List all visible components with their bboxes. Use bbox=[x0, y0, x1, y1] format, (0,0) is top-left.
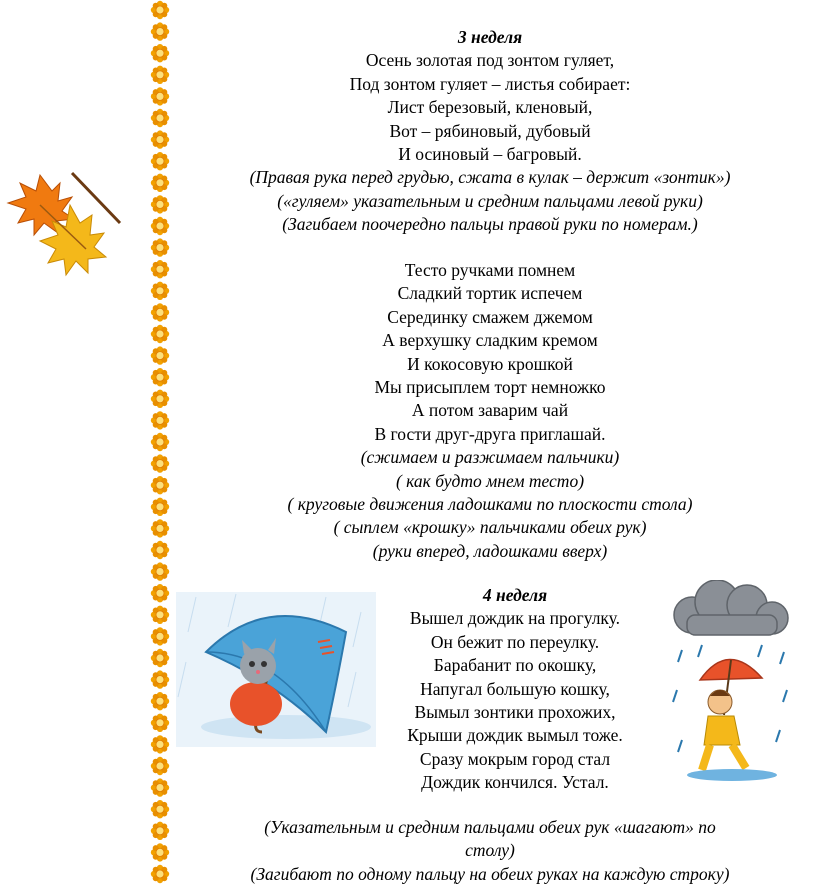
flower-icon bbox=[151, 649, 169, 667]
week3-poem2-block bbox=[170, 259, 810, 563]
instruction-line: столу) bbox=[465, 840, 515, 861]
flower-icon bbox=[151, 238, 169, 256]
cat-umbrella-illustration bbox=[176, 592, 376, 747]
instruction-line: («гуляем» указательным и средним пальцами левой руки) bbox=[277, 190, 703, 211]
flower-border bbox=[150, 0, 170, 886]
boy-umbrella-rain-illustration bbox=[662, 580, 802, 785]
poem-line: Он бежит по переулку. bbox=[430, 631, 600, 652]
poem-line: А потом заварим чай bbox=[411, 400, 569, 421]
poem-line: Дождик кончился. Устал. bbox=[421, 772, 609, 793]
flower-icon bbox=[151, 584, 169, 602]
flower-icon bbox=[151, 22, 169, 40]
flower-icon bbox=[151, 606, 169, 624]
flower-icon bbox=[151, 627, 169, 645]
poem-line: Серединку смажем джемом bbox=[387, 306, 593, 327]
flower-icon bbox=[151, 670, 169, 688]
flower-icon bbox=[151, 282, 169, 300]
instruction-line: (Загибают по одному пальцу на обеих руках на каждую строку) bbox=[250, 863, 730, 884]
flower-icon bbox=[151, 822, 169, 840]
flower-icon bbox=[151, 498, 169, 516]
week3-heading: 3 неделя bbox=[457, 27, 523, 47]
instruction-line: ( как будто мнем тесто) bbox=[395, 470, 585, 491]
flower-icon bbox=[151, 174, 169, 192]
autumn-leaves-icon bbox=[0, 165, 125, 285]
poem-line: Барабанит по окошку, bbox=[433, 655, 597, 676]
flower-icon bbox=[151, 735, 169, 753]
flower-icon bbox=[151, 368, 169, 386]
flower-icon bbox=[151, 562, 169, 580]
flower-icon bbox=[151, 66, 169, 84]
week3-block bbox=[170, 26, 810, 237]
poem-line: Крыши дождик вымыл тоже. bbox=[407, 725, 623, 746]
poem-line: Напугал большую кошку, bbox=[420, 678, 610, 699]
flower-icon bbox=[151, 260, 169, 278]
poem-line: Осень золотая под зонтом гуляет, bbox=[365, 50, 615, 71]
poem-line: И кокосовую крошкой bbox=[407, 353, 573, 374]
poem-line: Вот – рябиновый, дубовый bbox=[389, 120, 591, 141]
poem-line: Сладкий тортик испечем bbox=[397, 283, 583, 304]
flower-icon bbox=[151, 843, 169, 861]
flower-icon bbox=[151, 454, 169, 472]
flower-icon bbox=[151, 390, 169, 408]
flower-icon bbox=[151, 433, 169, 451]
poem-line: Под зонтом гуляет – листья собирает: bbox=[349, 73, 631, 94]
flower-icon bbox=[151, 87, 169, 105]
flower-icon bbox=[151, 152, 169, 170]
week4-block bbox=[350, 584, 680, 795]
flower-icon bbox=[151, 541, 169, 559]
instruction-line: ( круговые движения ладошками по плоскости стола) bbox=[287, 494, 693, 515]
week4-heading: 4 неделя bbox=[482, 585, 548, 605]
instruction-line: (руки вперед, ладошками вверх) bbox=[372, 540, 608, 561]
poem-line: Мы присыплем торт немножко bbox=[374, 377, 606, 398]
flower-icon bbox=[151, 778, 169, 796]
flower-icon bbox=[151, 714, 169, 732]
poem-line: А верхушку сладким кремом bbox=[382, 330, 598, 351]
flower-icon bbox=[151, 865, 169, 883]
instruction-line: (сжимаем и разжимаем пальчики) bbox=[360, 447, 620, 468]
flower-icon bbox=[151, 130, 169, 148]
flower-icon bbox=[151, 109, 169, 127]
flower-icon bbox=[151, 476, 169, 494]
flower-icon bbox=[151, 800, 169, 818]
poem-line: В гости друг-друга приглашай. bbox=[374, 423, 606, 444]
flower-icon bbox=[151, 195, 169, 213]
flower-icon bbox=[151, 1, 169, 19]
poem-line: Лист березовый, кленовый, bbox=[387, 97, 593, 118]
week4-instructions-block bbox=[170, 816, 810, 886]
instruction-line: (Указательным и средним пальцами обеих рук «шагают» по bbox=[264, 817, 716, 837]
flower-icon bbox=[151, 217, 169, 235]
flower-icon bbox=[151, 757, 169, 775]
poem-line: Вымыл зонтики прохожих, bbox=[414, 702, 616, 723]
instruction-line: ( сыплем «крошку» пальчиками обеих рук) bbox=[333, 517, 647, 538]
flower-icon bbox=[151, 346, 169, 364]
instruction-line: (Правая рука перед грудью, сжата в кулак – держит «зонтик») bbox=[249, 167, 731, 188]
poem-line: И осиновый – багровый. bbox=[398, 144, 582, 165]
poem-line: Сразу мокрым город стал bbox=[419, 748, 611, 769]
flower-icon bbox=[151, 411, 169, 429]
flower-icon bbox=[151, 44, 169, 62]
poem-line: Тесто ручками помнем bbox=[404, 260, 576, 280]
flower-icon bbox=[151, 692, 169, 710]
flower-icon bbox=[151, 325, 169, 343]
instruction-line: (Загибаем поочередно пальцы правой руки по номерам.) bbox=[282, 214, 698, 235]
flower-icon bbox=[151, 519, 169, 537]
flower-icon bbox=[151, 303, 169, 321]
poem-line: Вышел дождик на прогулку. bbox=[409, 608, 621, 629]
